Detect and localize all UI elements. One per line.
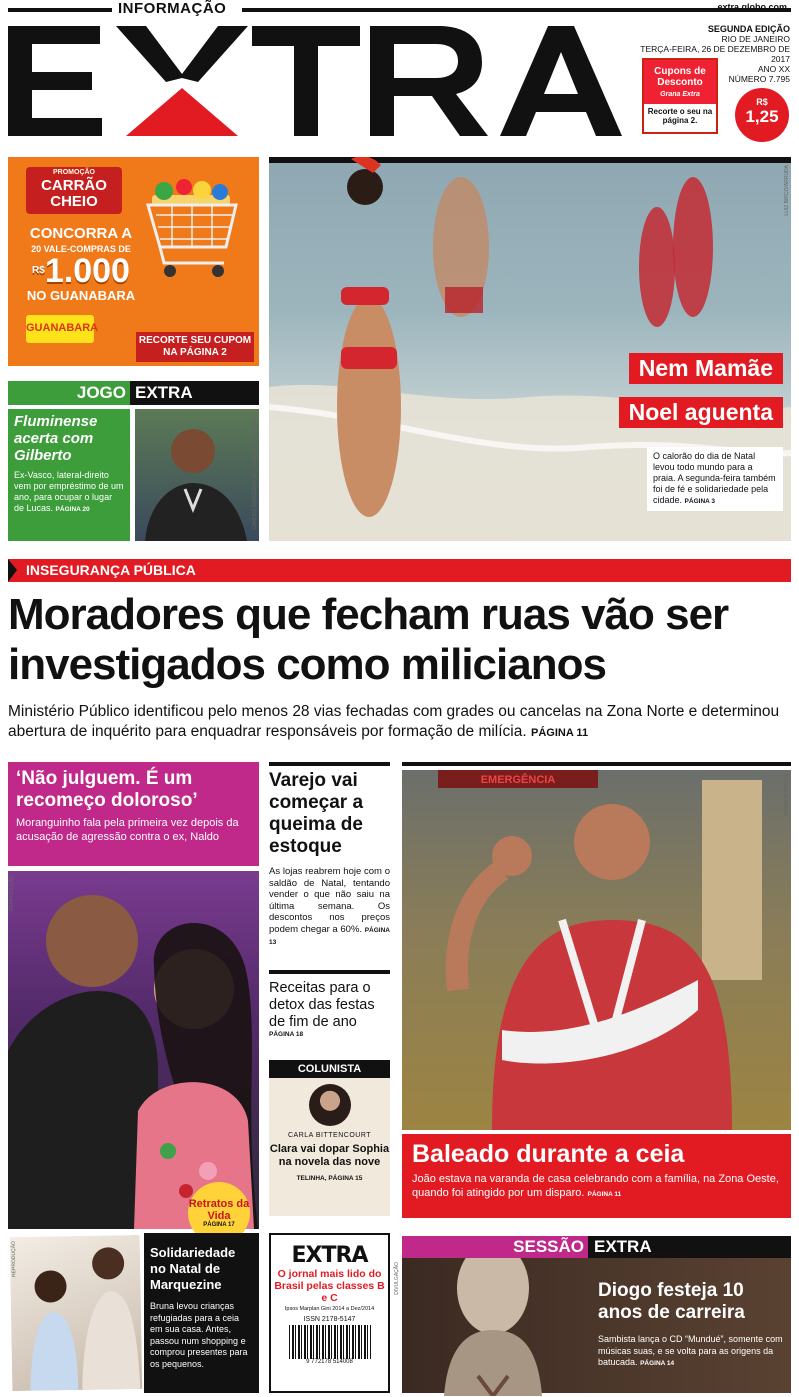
solidariedade-text: Bruna levou crianças refugiadas para a ceia em sua casa. Antes, passou num shopping e comprou presentes para os pequenos.	[150, 1301, 248, 1369]
beach-headline-2: Noel aguenta	[619, 397, 783, 428]
varejo-title: Varejo vai começar a queima de estoque	[269, 770, 364, 857]
shopping-cart-icon	[138, 177, 248, 287]
columnist-avatar	[309, 1084, 351, 1126]
baleado-title: Baleado durante a ceia	[412, 1140, 685, 1168]
extra-logo	[8, 18, 622, 138]
solidariedade-story[interactable]	[144, 1233, 259, 1393]
edition-info: SEGUNDA EDIÇÃO RIO DE JANEIRO TERÇA-FEIRA, 26 DE DEZEMBRO DE 2017 ANO XX NÚMERO 7.795	[640, 24, 790, 84]
extra-small-logo: EXTRA	[291, 1243, 368, 1268]
columnist-name: CARLA BITTENCOURT	[287, 1132, 372, 1139]
cupons-box[interactable]: Cupons de Desconto Grana Extra Recorte o seu na página 2.	[642, 58, 718, 134]
section-bar	[8, 559, 791, 582]
barcode	[289, 1325, 371, 1359]
promo-carrao-cheio[interactable]	[8, 157, 259, 366]
varejo-story[interactable]	[269, 762, 390, 949]
baleado-story[interactable]	[402, 1134, 791, 1218]
section-label: INFORMAÇÃO	[118, 0, 227, 17]
extra-tagline: O jornal mais lido do Brasil pelas classes B e C	[274, 1268, 385, 1304]
sessao-title: Diogo festeja 10 anos de carreira	[598, 1280, 745, 1323]
solidariedade-title: Solidariedade no Natal de Marquezine	[150, 1245, 236, 1292]
beach-headline-1: Nem Mamãe	[629, 353, 783, 384]
colunista-label: COLUNISTA	[269, 1060, 390, 1078]
jogo-extra-header: JOGO EXTRA	[8, 381, 259, 405]
receitas-title: Receitas para o detox das festas de fim de ano	[269, 980, 375, 1030]
price-badge: R$ 1,25	[735, 88, 789, 142]
moranguinho-story[interactable]	[8, 762, 259, 866]
lead-headline[interactable]: Moradores que fecham ruas vão ser investigados como milicianos	[8, 590, 729, 689]
promo-badge: PROMOÇÃO CARRÃO CHEIO	[26, 167, 122, 214]
baleado-text: João estava na varanda de casa celebrando com a família, na Zona Oeste, quando foi atingido por um disparo. PÁGINA 11	[412, 1173, 779, 1199]
player-photo: CARLOS GREGÓRIO JR. / VASCO / DIVULGAÇÃO	[135, 409, 259, 541]
baleado-photo[interactable]: EMERGÊNCIA MARCOS RAMOS	[402, 762, 791, 1130]
couple-photo: REPRODUÇÃO	[8, 871, 259, 1229]
promo-cta[interactable]: RECORTE SEU CUPOM NA PÁGINA 2	[136, 332, 254, 362]
colunista-title: Clara vai dopar Sophia na novela das nove	[269, 1143, 390, 1168]
sessao-text: Sambista lança o CD “Mundué”, somente com músicas suas, e se volta para as origens da batucada. PÁGINA 14	[598, 1334, 783, 1367]
colunista-box[interactable]	[269, 1060, 390, 1216]
moranguinho-title: ‘Não julguem. É um recomeço doloroso’	[16, 768, 198, 811]
receitas-story[interactable]	[269, 970, 390, 1038]
site-url[interactable]: extra.globo.com	[717, 2, 787, 12]
emergencia-sign: EMERGÊNCIA	[480, 774, 556, 786]
moranguinho-text: Moranguinho fala pela primeira vez depois da acusação de agressão contra o ex, Naldo	[16, 817, 239, 843]
promo-text: CONCORRA A 20 VALE-COMPRAS DE $^{R\$}$1.000 NO GUANABARA	[26, 225, 136, 303]
colunista-page: TELINHA, PÁGINA 15	[296, 1175, 363, 1182]
marquezine-photo: REPRODUÇÃO	[7, 1232, 146, 1394]
jogo-extra-section[interactable]	[8, 381, 259, 541]
receitas-page: PÁGINA 18	[269, 1031, 304, 1038]
retratos-badge[interactable]: Retratos da Vida PÁGINA 17	[188, 1182, 250, 1244]
varejo-text: As lojas reabrem hoje com o saldão de Natal, tentando vender o que não saiu na última semana. Os descontos nos preços podem chegar a 60%. PÁGINA 13	[269, 866, 390, 946]
lead-subhead: Ministério Público identificou pelo menos 28 vias fechadas com grades ou cancelas na Zona Norte e determinou abertura de inquérito para enquadrar responsáveis por formação de milícia. PÁGINA 11	[8, 703, 780, 740]
jogo-story: Fluminense acerta com Gilberto Ex-Vasco, lateral-direito vem por empréstimo de um ano, para ocupar o lugar de Lucas. PÁGINA 20	[8, 409, 130, 541]
extra-promo-box: EXTRA O jornal mais lido do Brasil pelas classes B e C Ipsos Marplan Gini 2014 a Dez/2014 ISSN 2178-5147 9 772178 514008	[269, 1233, 390, 1393]
photo-credit: LUIZ BIRCO/ARRUDA	[784, 165, 790, 216]
section-label-seguranca: INSEGURANÇA PÚBLICA	[18, 559, 204, 582]
sessao-extra-section[interactable]: SESSÃO EXTRA Diogo festeja 10 anos de carreira Sambista lança o CD “Mundué”, somente com músicas suas, e se volta para as origens da batucada. PÁGINA 14 DIVULGAÇÃO	[402, 1236, 791, 1393]
beach-photo[interactable]	[269, 157, 791, 541]
beach-caption: O calorão do dia de Natal levou todo mundo para a praia. A segunda-feira também foi de fé e solidariedade pela cidade. PÁGINA 3	[647, 447, 783, 511]
guanabara-logo: GUANABARA	[26, 315, 94, 343]
sessao-extra-header: SESSÃO EXTRA	[402, 1236, 791, 1258]
